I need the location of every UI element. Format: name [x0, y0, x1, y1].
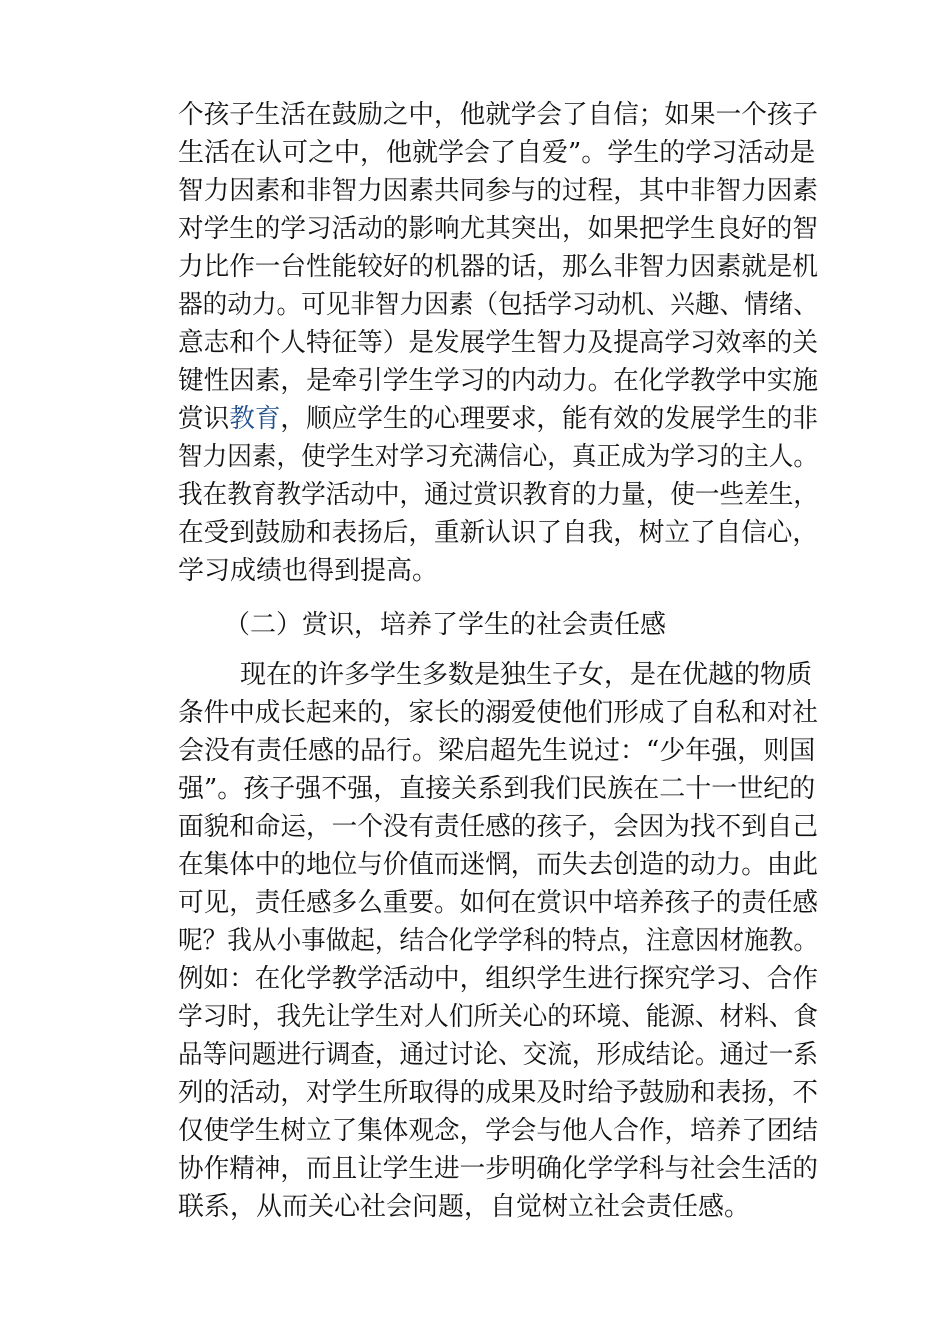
paragraph-2-line-13: 仅使学生树立了集体观念，学会与他人合作，培养了团结 [178, 1116, 819, 1146]
paragraph-2-line-5: 面貌和命运，一个没有责任感的孩子，会因为找不到自己 [178, 812, 819, 842]
paragraph-2-line-9: 例如：在化学教学活动中，组织学生进行探究学习、合作 [178, 964, 819, 994]
paragraph-1-line-2: 生活在认可之中，他就学会了自爱”。学生的学习活动是 [178, 138, 816, 168]
paragraph-1-line-8: 键性因素，是牵引学生学习的内动力。在化学教学中实施 [178, 366, 819, 396]
paragraph-1-line-6: 器的动力。可见非智力因素（包括学习动机、兴趣、情绪、 [178, 290, 819, 320]
paragraph-2-line-14: 协作精神，而且让学生进一步明确化学学科与社会生活的 [178, 1154, 819, 1184]
paragraph-2-line-8: 呢？我从小事做起，结合化学学科的特点，注意因材施教。 [178, 926, 819, 956]
paragraph-2-line-3: 会没有责任感的品行。梁启超先生说过：“少年强，则国 [178, 736, 816, 766]
paragraph-2-line-10: 学习时，我先让学生对人们所关心的环境、能源、材料、食 [178, 1002, 819, 1032]
paragraph-2-line-1: 现在的许多学生多数是独生子女，是在优越的物质 [240, 660, 813, 690]
paragraph-2-line-7: 可见，责任感多么重要。如何在赏识中培养孩子的责任感 [178, 888, 819, 918]
paragraph-2-line-4: 强”。孩子强不强，直接关系到我们民族在二十一世纪的 [178, 774, 816, 804]
paragraph-2-line-12: 列的活动，对学生所取得的成果及时给予鼓励和表扬，不 [178, 1078, 819, 1108]
paragraph-2-line-6: 在集体中的地位与价值而迷惘，而失去创造的动力。由此 [178, 850, 819, 880]
paragraph-1-line-3: 智力因素和非智力因素共同参与的过程，其中非智力因素 [178, 176, 819, 206]
line-9-suffix: ，顺应学生的心理要求，能有效的发展学生的非 [280, 404, 819, 434]
paragraph-1-line-9 [178, 400, 818, 438]
paragraph-1-line-5: 力比作一台性能较好的机器的话，那么非智力因素就是机 [178, 252, 819, 282]
paragraph-2-line-15: 联系，从而关心社会问题，自觉树立社会责任感。 [178, 1192, 751, 1222]
paragraph-1-line-10: 智力因素，使学生对学习充满信心，真正成为学习的主人。 [178, 442, 819, 472]
section-heading: （二）赏识，培养了学生的社会责任感 [224, 610, 667, 640]
paragraph-1-line-13: 学习成绩也得到提高。 [178, 556, 439, 586]
paragraph-1-line-12: 在受到鼓励和表扬后，重新认识了自我，树立了自信心， [178, 518, 819, 548]
paragraph-2-line-11: 品等问题进行调查，通过讨论、交流，形成结论。通过一系 [178, 1040, 819, 1070]
paragraph-1-line-7: 意志和个人特征等）是发展学生智力及提高学习效率的关 [178, 328, 819, 358]
paragraph-1-line-4: 对学生的学习活动的影响尤其突出，如果把学生良好的智 [178, 214, 819, 244]
paragraph-1-line-11: 我在教育教学活动中，通过赏识教育的力量，使一些差生， [178, 480, 819, 510]
line-9-prefix: 赏识 [178, 404, 230, 434]
paragraph-2-line-2: 条件中成长起来的，家长的溺爱使他们形成了自私和对社 [178, 698, 819, 728]
education-link[interactable]: 教育 [229, 404, 281, 434]
paragraph-1-line-1: 个孩子生活在鼓励之中，他就学会了自信；如果一个孩子 [178, 100, 819, 130]
